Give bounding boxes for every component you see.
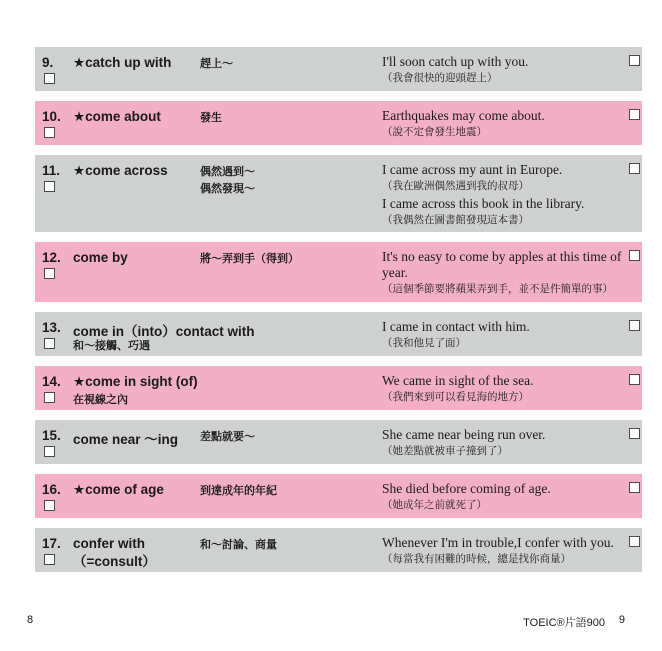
example-english: I came across this book in the library. [382,196,585,211]
entry-number: 16. [42,482,61,497]
example-english: I came across my aunt in Europe. [382,162,563,177]
example-chinese: （這個季節要將蘋果弄到手，並不是件簡單的事） [382,283,613,295]
example-block [382,249,624,299]
example-english: She came near being run over. [382,427,546,442]
example-chinese: （我在歐洲偶然遇到我的叔母） [382,180,529,192]
entry-checkbox[interactable] [44,446,55,457]
entry-checkbox[interactable] [44,268,55,279]
entry-checkbox[interactable] [44,127,55,138]
entry-number: 11. [42,163,61,178]
phrase-text: come near ～ing [73,432,179,447]
phrase-meaning: 在視線之內 [73,394,128,406]
entry-number: 14. [42,374,61,389]
phrase-meaning: （=consult） [73,554,156,569]
phrase-meaning [200,537,277,554]
example-checkbox[interactable] [629,250,640,261]
example-block [382,535,624,569]
example-block [382,427,624,461]
entry-number: 9. [42,55,54,70]
entry-checkbox[interactable] [44,500,55,511]
example-block [382,54,624,88]
entry-number: 10. [42,109,61,124]
phrase-meaning [200,483,277,500]
example-block [382,373,624,407]
example-chinese: （我們來到可以看見海的地方） [382,391,529,403]
example-english: We came in sight of the sea. [382,373,534,388]
entry-row [35,474,642,518]
example-checkbox[interactable] [629,374,640,385]
entry-row [35,101,642,145]
meaning-line: 偶然發現～ [200,183,255,195]
example-english: I'll soon catch up with you. [382,54,529,69]
entry-row [35,242,642,302]
phrase-text: confer with [73,536,146,551]
example-block [382,319,624,353]
entry-row [35,366,642,410]
phrase-text: ★come about [73,109,161,124]
example-checkbox[interactable] [629,55,640,66]
example-english: Earthquakes may come about. [382,108,545,123]
phrase-text: ★come across [73,163,168,178]
meaning-line: 發生 [200,112,222,124]
phrase-meaning: 和～接觸、巧遇 [73,340,150,352]
phrase-meaning [200,110,222,127]
entry-checkbox[interactable] [44,392,55,403]
example-chinese: （說不定會發生地震） [382,126,487,138]
example-english: Whenever I'm in trouble,I confer with you. [382,535,614,550]
example-chinese: （她成年之前就死了） [382,499,487,511]
example-block [382,108,624,142]
phrase-text: ★come in sight (of) [73,374,198,389]
meaning-line: 趕上～ [200,58,233,70]
page-number-left: 8 [27,614,34,626]
meaning-line: 和～討論、商量 [200,539,277,551]
meaning-line: 差點就要～ [200,431,255,443]
phrase-meaning [200,164,255,198]
example-block [382,162,624,230]
meaning-line: 到達成年的年紀 [200,485,277,497]
entry-number: 12. [42,250,61,265]
example-chinese: （她差點就被車子撞到了） [382,445,508,457]
meaning-line: 將～弄到手（得到） [200,253,299,265]
entry-number: 17. [42,536,61,551]
example-checkbox[interactable] [629,536,640,547]
book-title: TOEIC®片語900 [523,617,605,629]
example-chinese: （我偶然在圖書館發現這本書） [382,214,529,226]
example-checkbox[interactable] [629,163,640,174]
phrase-meaning [200,251,299,268]
page-number-right: 9 [618,614,625,626]
example-checkbox[interactable] [629,320,640,331]
entry-checkbox[interactable] [44,181,55,192]
entry-row [35,47,642,91]
entry-row [35,312,642,356]
example-chinese: （我和他見了面） [382,337,466,349]
phrase-text: come in（into）contact with [73,324,255,339]
entry-number: 15. [42,428,61,443]
example-english: She died before coming of age. [382,481,551,496]
phrase-text: come by [73,250,128,265]
example-checkbox[interactable] [629,109,640,120]
meaning-line: 偶然遇到～ [200,166,255,178]
entry-row [35,528,642,572]
example-checkbox[interactable] [629,428,640,439]
entry-row [35,155,642,232]
example-chinese: （我會很快的迎頭趕上） [382,72,498,84]
entry-checkbox[interactable] [44,554,55,565]
phrase-meaning [200,56,233,73]
entry-row [35,420,642,464]
entry-checkbox[interactable] [44,338,55,349]
phrase-text: ★catch up with [73,55,172,70]
entry-checkbox[interactable] [44,73,55,84]
example-checkbox[interactable] [629,482,640,493]
phrase-meaning [200,429,255,446]
entry-number: 13. [42,320,61,335]
phrase-text: ★come of age [73,482,164,497]
example-english: I came in contact with him. [382,319,530,334]
example-chinese: （每當我有困難的時候，總是找你商量） [382,553,571,565]
example-english: It's no easy to come by apples at this time of year. [382,249,622,280]
example-block [382,481,624,515]
